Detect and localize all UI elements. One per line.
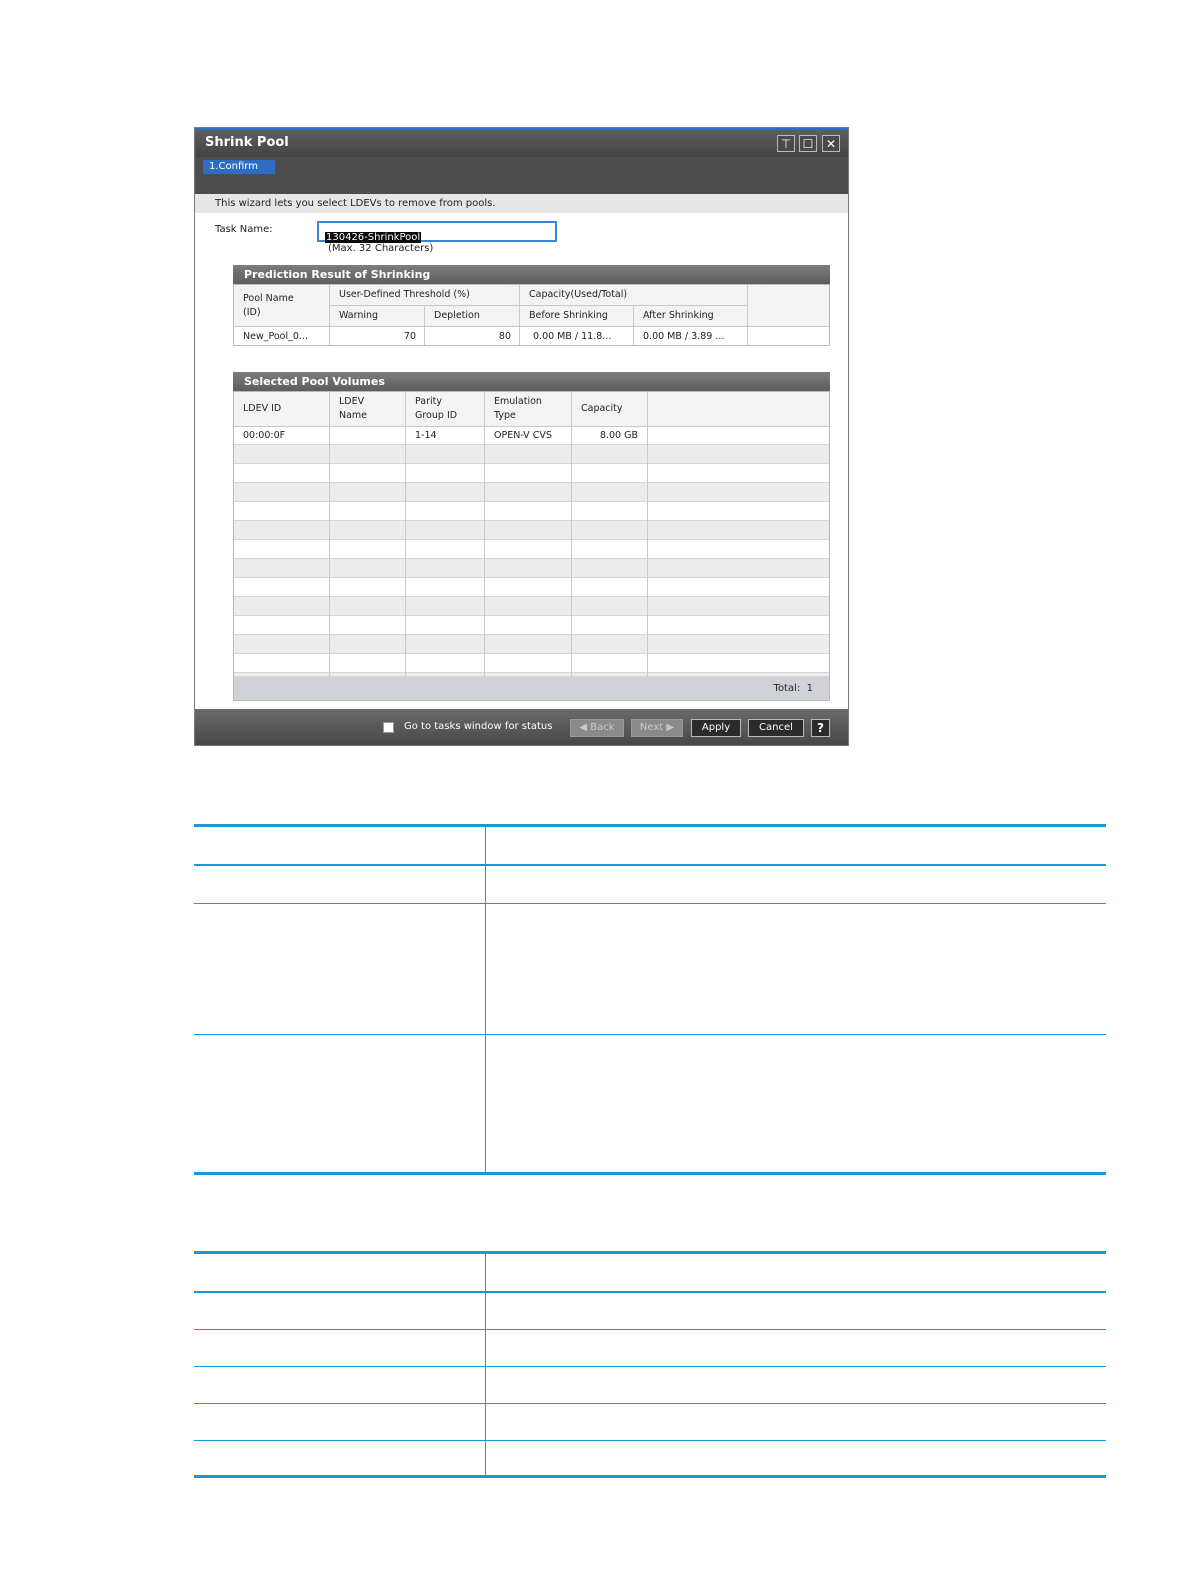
- goto-tasks-checkbox[interactable]: [383, 722, 394, 733]
- parity-group-header[interactable]: Parity: [415, 396, 443, 407]
- description-table-1: [194, 824, 1106, 1175]
- ldev-name-header[interactable]: LDEV: [339, 396, 365, 407]
- table-header-row: [194, 1254, 1106, 1293]
- column-divider: [485, 827, 486, 1172]
- parity-group-cell: 1-14: [415, 430, 437, 441]
- table-row-background: [234, 578, 829, 597]
- capacity-cell: 8.00 GB: [599, 430, 638, 441]
- table-header-row: [194, 827, 1106, 866]
- task-name-label: Task Name:: [215, 224, 273, 235]
- table-row-background: [234, 445, 829, 464]
- table-total-bar: [234, 677, 829, 700]
- total-value: 1: [806, 683, 813, 694]
- volumes-table: [233, 391, 830, 701]
- next-button-label: Next: [639, 722, 664, 733]
- after-shrinking-cell: 0.00 MB / 3.89 ...: [643, 331, 725, 342]
- title-bar: [195, 128, 848, 157]
- table-row: [194, 866, 1106, 904]
- help-button[interactable]: ?: [811, 719, 830, 737]
- wizard-description: This wizard lets you select LDEVs to remove from pools.: [215, 198, 496, 209]
- close-icon[interactable]: ✕: [822, 135, 840, 152]
- depletion-cell: 80: [498, 331, 511, 342]
- back-button-label: Back: [590, 722, 615, 733]
- prediction-section-header: Prediction Result of Shrinking: [233, 265, 830, 284]
- pool-name-cell: New_Pool_0...: [243, 331, 308, 342]
- threshold-group-header: User-Defined Threshold (%): [339, 289, 470, 300]
- warning-cell: 70: [403, 331, 416, 342]
- ldev-id-header[interactable]: LDEV ID: [243, 403, 282, 414]
- ldev-name-header-line2: Name: [339, 410, 368, 421]
- apply-button[interactable]: Apply: [691, 719, 741, 737]
- goto-tasks-label: Go to tasks window for status: [404, 721, 553, 732]
- capacity-header[interactable]: Capacity: [581, 403, 623, 414]
- task-name-hint: (Max. 32 Characters): [328, 243, 434, 254]
- next-arrow-icon: ▶: [663, 722, 675, 733]
- table-row-background: [234, 616, 829, 635]
- ldev-id-cell: 00:00:0F: [243, 430, 286, 441]
- emulation-type-header-line2: Type: [494, 410, 516, 421]
- task-name-value: 130426-ShrinkPool: [326, 232, 421, 243]
- table-row: [194, 1330, 1106, 1367]
- total-label: Total:: [773, 683, 801, 694]
- maximize-icon[interactable]: ☐: [799, 135, 817, 152]
- before-shrinking-header[interactable]: Before Shrinking: [529, 310, 608, 321]
- shrink-pool-dialog: [194, 127, 849, 746]
- pool-id-header: (ID): [243, 307, 261, 318]
- emulation-type-header[interactable]: Emulation: [494, 396, 542, 407]
- dialog-title: Shrink Pool: [205, 135, 289, 150]
- description-table-2: [194, 1251, 1106, 1478]
- cancel-button[interactable]: Cancel: [748, 719, 804, 737]
- task-name-input[interactable]: [317, 221, 557, 242]
- table-row: [194, 1404, 1106, 1441]
- table-row-background: [234, 483, 829, 502]
- table-row-background: [234, 540, 829, 559]
- depletion-header[interactable]: Depletion: [434, 310, 480, 321]
- table-row-background: [234, 502, 829, 521]
- table-row: [194, 1367, 1106, 1404]
- capacity-group-header: Capacity(Used/Total): [529, 289, 628, 300]
- table-row-background: [234, 654, 829, 673]
- table-row: [194, 904, 1106, 1035]
- table-row-background: [234, 597, 829, 616]
- before-shrinking-cell: 0.00 MB / 11.8...: [533, 331, 612, 342]
- after-shrinking-header[interactable]: After Shrinking: [643, 310, 714, 321]
- next-button[interactable]: [631, 719, 683, 737]
- table-row: [194, 1293, 1106, 1330]
- step-confirm[interactable]: 1.Confirm: [203, 160, 275, 174]
- pin-icon[interactable]: ⊤: [777, 135, 795, 152]
- info-bar: [195, 194, 848, 213]
- warning-header[interactable]: Warning: [339, 310, 379, 321]
- volumes-section-header: Selected Pool Volumes: [233, 372, 830, 391]
- table-row-background: [234, 521, 829, 540]
- emulation-type-cell: OPEN-V CVS: [494, 430, 552, 441]
- column-divider: [485, 1254, 486, 1475]
- total-count: [774, 683, 813, 694]
- wizard-step-bar: [195, 157, 848, 194]
- prediction-table: [233, 284, 830, 346]
- table-row-background: [234, 559, 829, 578]
- table-row-background: [234, 464, 829, 483]
- parity-group-header-line2: Group ID: [415, 410, 458, 421]
- back-arrow-icon: ◀: [579, 722, 591, 733]
- table-row-background: [234, 635, 829, 654]
- back-button[interactable]: [570, 719, 624, 737]
- dialog-footer: [195, 709, 848, 745]
- pool-name-header[interactable]: Pool Name: [243, 293, 294, 304]
